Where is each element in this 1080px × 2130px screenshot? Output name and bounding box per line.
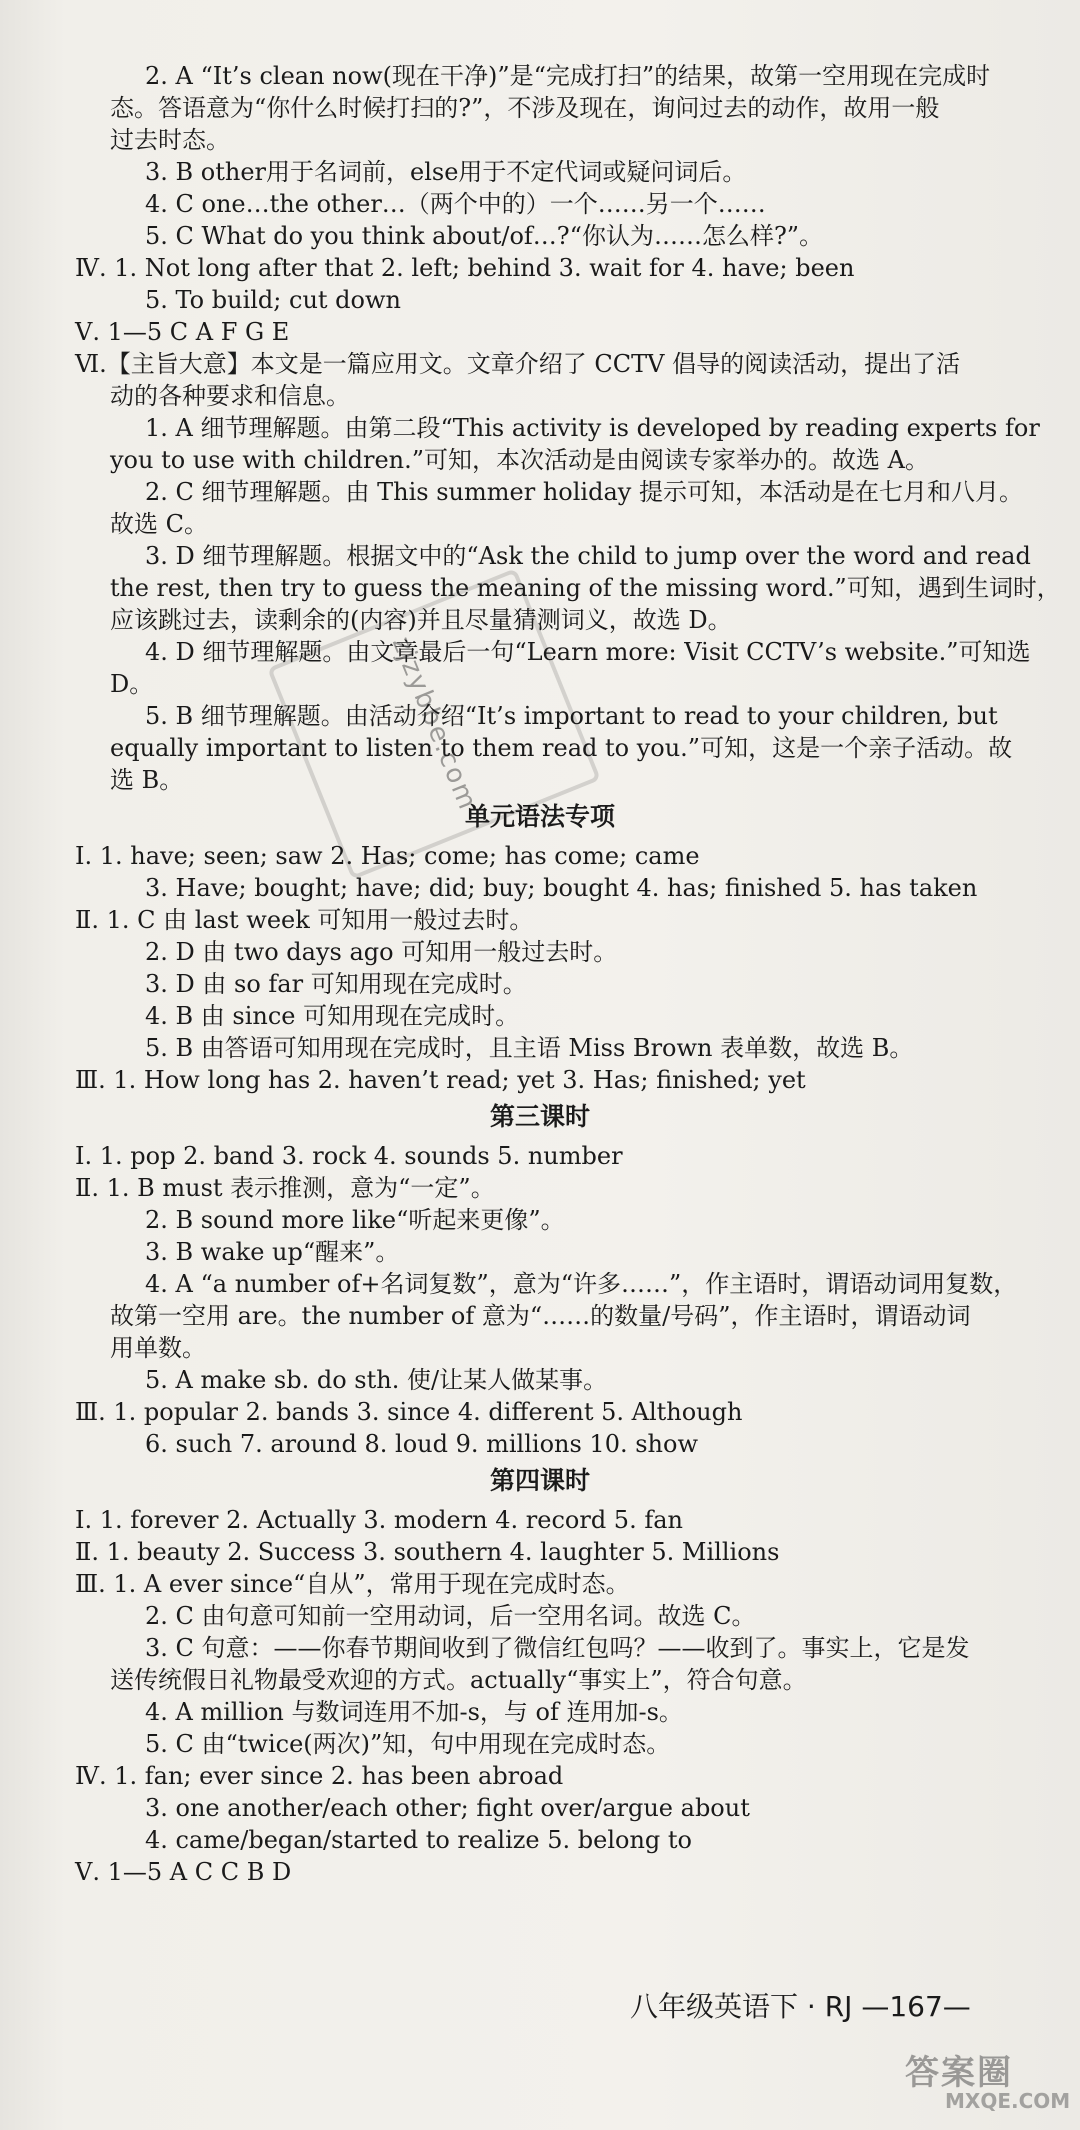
answer-line: Ⅰ. 1. have; seen; saw 2. Has; come; has come; came [75, 842, 700, 870]
answer-line: 4. A million 与数词连用不加-s，与 of 连用加-s。 [145, 1698, 683, 1726]
site-logo [905, 2045, 1075, 2125]
answer-line: 4. B 由 since 可知用现在完成时。 [145, 1002, 520, 1030]
answer-line: 2. B sound more like“听起来更像”。 [145, 1206, 565, 1234]
page-footer: 八年级英语下 · RJ —167— [630, 1990, 971, 2023]
section-heading-lesson3: 第三课时 [489, 1102, 590, 1131]
answer-line: 2. C 由句意可知前一空用动词，后一空用名词。故选 C。 [145, 1602, 756, 1630]
answer-line: 5. B 由答语可知用现在完成时，且主语 Miss Brown 表单数，故选 B。 [145, 1034, 914, 1062]
answer-line: 5. C What do you think about/of…?“你认为……怎么样?”。 [145, 222, 824, 250]
answer-line: 3. one another/each other; fight over/argue about [145, 1794, 750, 1822]
answer-line: 过去时态。 [110, 126, 230, 154]
logo-url: MXQE.COM [945, 2089, 1071, 2113]
answer-line: Ⅲ. 1. A ever since“自从”，常用于现在完成时态。 [75, 1570, 630, 1598]
answer-line: Ⅲ. 1. How long has 2. haven’t read; yet 3. Has; finished; yet [75, 1066, 806, 1094]
answer-line: 5. A make sb. do sth. 使/让某人做某事。 [145, 1366, 608, 1394]
answer-line: the rest, then try to guess the meaning of the missing word.”可知，遇到生词时， [110, 574, 1061, 602]
answer-line: 3. D 细节理解题。根据文中的“Ask the child to jump over the word and read [145, 542, 1031, 570]
answer-line: 5. To build; cut down [145, 286, 401, 314]
answer-line: 6. such 7. around 8. loud 9. millions 10. show [145, 1430, 698, 1458]
answer-line: 3. B other用于名词前，else用于不定代词或疑问词后。 [145, 158, 747, 186]
answer-line: 5. B 细节理解题。由活动介绍“It’s important to read to your children, but [145, 702, 998, 730]
logo-title: 答案圈 [905, 2053, 1013, 2093]
answer-line: 2. C 细节理解题。由 This summer holiday 提示可知，本活动是在七月和八月。 [145, 478, 1023, 506]
answer-line: 4. came/began/started to realize 5. belong to [145, 1826, 692, 1854]
answer-line: 3. C 句意：——你春节期间收到了微信红包吗？——收到了。事实上，它是发 [145, 1634, 970, 1662]
answer-line: 用单数。 [110, 1334, 206, 1362]
answer-line: 4. C one…the other…（两个中的）一个……另一个…… [145, 190, 766, 218]
answer-line: 送传统假日礼物最受欢迎的方式。actually“事实上”，符合句意。 [110, 1666, 807, 1694]
answer-line: 4. A “a number of+名词复数”，意为“许多……”，作主语时，谓语动词用复数， [145, 1270, 1018, 1298]
answer-line: Ⅵ.【主旨大意】本文是一篇应用文。文章介绍了 CCTV 倡导的阅读活动，提出了活 [75, 350, 961, 378]
answer-line: 动的各种要求和信息。 [110, 382, 350, 410]
answer-line: 态。答语意为“你什么时候打扫的?”，不涉及现在，询问过去的动作，故用一般 [110, 94, 940, 122]
section-heading-lesson4: 第四课时 [489, 1466, 590, 1495]
answer-line: Ⅱ. 1. C 由 last week 可知用一般过去时。 [75, 906, 534, 934]
answer-line: Ⅱ. 1. B must 表示推测，意为“一定”。 [75, 1174, 495, 1202]
answer-line: Ⅰ. 1. pop 2. band 3. rock 4. sounds 5. number [75, 1142, 623, 1170]
watermark-text: zjzybbe.com [385, 632, 483, 816]
answer-line: 5. C 由“twice(两次)”知，句中用现在完成时态。 [145, 1730, 671, 1758]
answer-line: 2. A “It’s clean now(现在干净)”是“完成打扫”的结果，故第一空用现在完成时 [145, 62, 991, 90]
answer-line: 故选 C。 [110, 510, 208, 538]
answer-line: 3. Have; bought; have; did; buy; bought 4. has; finished 5. has taken [145, 874, 978, 902]
answer-line: 故第一空用 are。the number of 意为“……的数量/号码”，作主语时，谓语动词 [110, 1302, 971, 1330]
answer-line: you to use with children.”可知，本次活动是由阅读专家举办的。故选 A。 [110, 446, 929, 474]
answer-line: Ⅰ. 1. forever 2. Actually 3. modern 4. record 5. fan [75, 1506, 683, 1534]
answer-line: Ⅴ. 1—5 A C C B D [75, 1858, 292, 1886]
answer-line: 3. D 由 so far 可知用现在完成时。 [145, 970, 527, 998]
answer-line: Ⅱ. 1. beauty 2. Success 3. southern 4. laughter 5. Millions [75, 1538, 780, 1566]
answer-line: 选 B。 [110, 766, 184, 794]
answer-line: Ⅲ. 1. popular 2. bands 3. since 4. different 5. Although [75, 1398, 743, 1426]
answer-line: Ⅳ. 1. fan; ever since 2. has been abroad [75, 1762, 564, 1790]
answer-line: Ⅴ. 1—5 C A F G E [75, 318, 290, 346]
section-heading-grammar: 单元语法专项 [464, 802, 615, 831]
answer-line: 4. D 细节理解题。由文章最后一句“Learn more: Visit CCTV’s website.”可知选 [145, 638, 1031, 666]
answer-line: 3. B wake up“醒来”。 [145, 1238, 400, 1266]
answer-line: 应该跳过去，读剩余的(内容)并且尽量猜测词义，故选 D。 [110, 606, 732, 634]
answer-line: 2. D 由 two days ago 可知用一般过去时。 [145, 938, 618, 966]
answer-line: D。 [110, 670, 154, 698]
answer-line: equally important to listen to them read to you.”可知，这是一个亲子活动。故 [110, 734, 1013, 762]
answer-line: Ⅳ. 1. Not long after that 2. left; behind 3. wait for 4. have; been [75, 254, 855, 282]
answer-line: 1. A 细节理解题。由第二段“This activity is developed by reading experts for [145, 414, 1040, 442]
